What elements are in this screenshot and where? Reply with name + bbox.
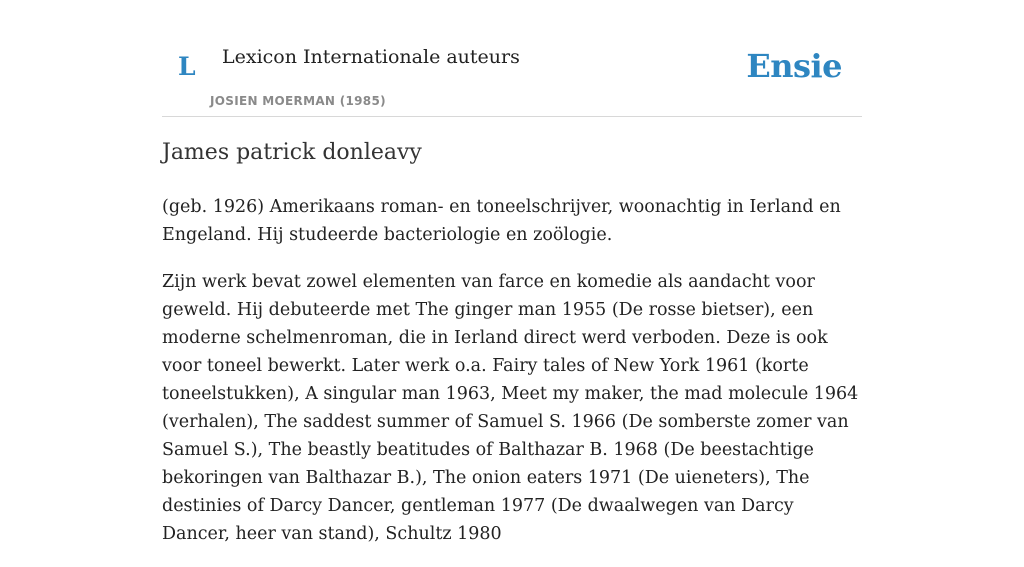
article-paragraph-intro: (geb. 1926) Amerikaans roman- en toneelschrijver, woonachtig in Ierland en Engeland. Hij studeerde bacteriologie en zoölogie.: [162, 196, 841, 245]
lexicon-logo-icon[interactable]: L: [178, 52, 196, 81]
article-body: [162, 138, 862, 567]
header: [162, 0, 862, 117]
author-line: JOSIEN MOERMAN (1985): [210, 94, 386, 108]
source-title-link[interactable]: Lexicon Internationale auteurs: [222, 46, 520, 68]
article-title: James patrick donleavy: [162, 140, 422, 165]
ensie-logo[interactable]: Ensie: [746, 47, 842, 85]
article-paragraph-work: Zijn werk bevat zowel elementen van farce en komedie als aandacht voor geweld. Hij debuteerde met The ginger man 1955 (De rosse bietser), een moderne schelmenroman, die in Ierland direct werd verboden. Deze is ook voor toneel bewerkt. Later werk o.a. Fairy tales of New York 1961 (korte toneelstukken), A singular man 1963, Meet my maker, the mad molecule 1964 (verhalen), The saddest summer of Samuel S. 1966 (De somberste zomer van Samuel S.), The beastly beatitudes of Balthazar B. 1968 (De beestachtige bekoringen van Balthazar B.), The onion eaters 1971 (De uieneters), The destinies of Darcy Dancer, gentleman 1977 (De dwaalwegen van Darcy Dancer, heer van stand), Schultz 1980: [162, 271, 859, 544]
